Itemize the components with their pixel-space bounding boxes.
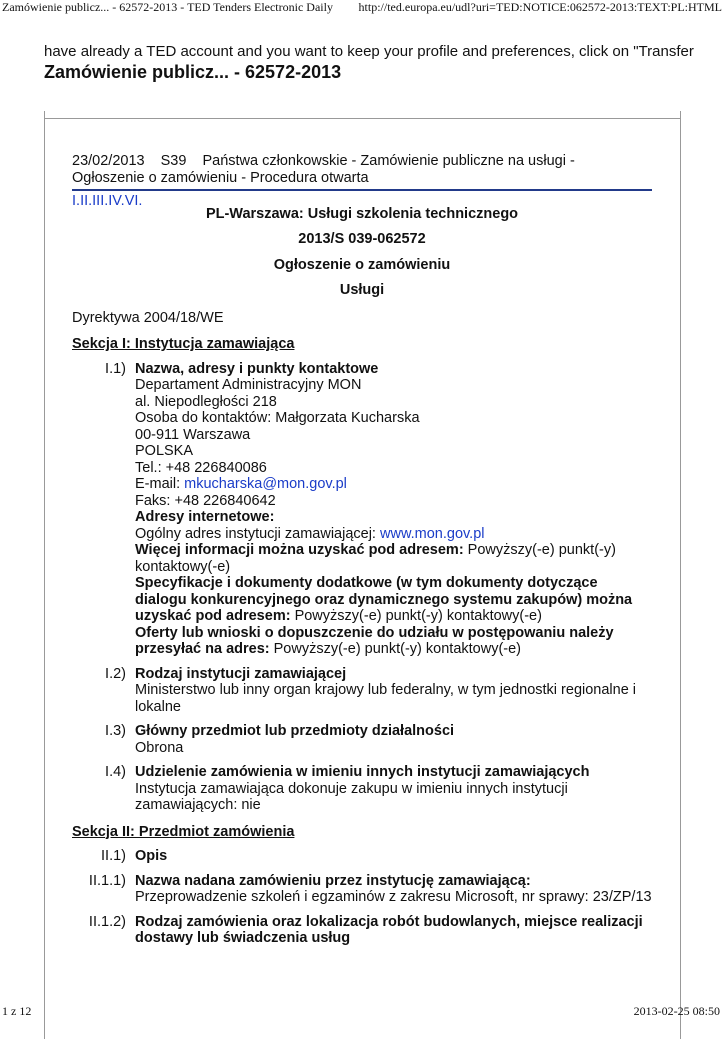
more-info-value: Powyższy(-e) punkt(-y) kontaktowy(-e) (135, 542, 616, 575)
org-fax: Faks: +48 226840642 (135, 492, 276, 509)
general-address-label: Ogólny adres instytucji zamawiającej: (135, 525, 380, 542)
section-2-title: Sekcja II: Przedmiot zamówienia (72, 823, 295, 840)
offers-address-value: Powyższy(-e) punkt(-y) kontaktowy(-e) (269, 641, 521, 657)
item-text: Obrona (135, 739, 184, 756)
print-header-url: http://ted.europa.eu/udl?uri=TED:NOTICE:062572-2013:TEXT:PL:HTML (358, 0, 722, 14)
contact-person: Osoba do kontaktów: Małgorzata Kucharska (135, 410, 420, 426)
org-street: al. Niepodległości 218 (135, 393, 277, 410)
org-email (135, 476, 652, 493)
org-name: Departament Administracyjny MON (135, 377, 362, 393)
notice-doc-type: Ogłoszenie o zamówieniu (273, 256, 451, 273)
directive: Dyrektywa 2004/18/WE (72, 309, 224, 326)
org-city: 00-911 Warszawa (135, 426, 251, 443)
org-tel: Tel.: +48 226840086 (135, 459, 267, 476)
page-counter: 1 z 12 (2, 1004, 32, 1018)
item-ii12 (72, 914, 652, 947)
item-text: Ministerstwo lub inny organ krajowy lub federalny, w tym jednostki regionalne i lokalne (135, 682, 637, 715)
notice-heading: PL-Warszawa: Usługi szkolenia technicznego (205, 205, 519, 222)
general-address-link[interactable]: www.mon.gov.pl (380, 525, 485, 542)
item-title: Nazwa nadana zamówieniu przez instytucję zamawiającą: (135, 872, 531, 889)
item-text: Przeprowadzenie szkoleń i egzaminów z zakresu Microsoft, nr sprawy: 23/ZP/13 (135, 889, 652, 905)
print-datetime: 2013-02-25 08:50 (633, 1004, 720, 1018)
org-country: POLSKA (135, 443, 194, 459)
notice-type-line2: Ogłoszenie o zamówieniu - Procedura otwarta (72, 169, 369, 186)
item-title: Rodzaj zamówienia oraz lokalizacja robót budowlanych, miejsce realizacji dostawy lub świadczenia usług (135, 913, 643, 946)
more-info (135, 542, 652, 575)
offers-address-label: Oferty lub wnioski o dopuszczenie do udziału w postępowaniu należy przesyłać na adres: (135, 624, 614, 657)
nav-link-vi[interactable]: VI. (124, 193, 143, 209)
notice-series: S39 (160, 153, 187, 169)
item-title: Opis (135, 848, 168, 864)
print-header-title: Zamówienie publicz... - 62572-2013 - TED Tenders Electronic Daily (2, 0, 333, 14)
print-header (2, 0, 722, 16)
nav-link-ii[interactable]: II. (80, 193, 93, 209)
spec-docs-value: Powyższy(-e) punkt(-y) kontaktowy(-e) (290, 608, 542, 624)
item-i1 (72, 361, 652, 658)
item-i3 (72, 723, 652, 756)
item-title: Udzielenie zamówienia w imieniu innych instytucji zamawiających (135, 764, 590, 780)
spec-docs (135, 575, 652, 625)
item-number: II.1) (101, 848, 126, 864)
item-ii11 (72, 873, 652, 906)
nav-link-iv[interactable]: IV. (108, 193, 125, 209)
page-title: Zamówienie publicz... - 62572-2013 (44, 62, 342, 82)
internet-label: Adresy internetowe: (135, 509, 275, 525)
item-number: I.3) (105, 723, 126, 739)
item-i4 (72, 764, 652, 814)
frame-tick-left (44, 111, 45, 119)
nav-link-iii[interactable]: III. (92, 193, 109, 209)
notice-date: 23/02/2013 (72, 153, 145, 169)
item-number: I.2) (105, 665, 126, 682)
nav-link-i[interactable]: I. (72, 193, 81, 209)
header-rule (72, 189, 652, 191)
item-number: I.1) (105, 360, 126, 377)
notice-category: Usługi (339, 282, 385, 298)
item-number: II.1.2) (88, 913, 126, 930)
item-i2 (72, 666, 652, 716)
intro-text: have already a TED account and you want to keep your profile and preferences, click on "Transfer (44, 43, 694, 60)
spec-docs-label: Specyfikacje i dokumenty dodatkowe (w tym dokumenty dotyczące dialogu konkurencyjnego oraz dynamicznego systemu zakupów) można uzyskać pod adresem: (135, 575, 633, 624)
print-footer (2, 1004, 720, 1020)
item-number: I.4) (105, 764, 126, 780)
email-label: E-mail: (135, 476, 185, 492)
notice-meta (72, 153, 652, 186)
item-title: Nazwa, adresy i punkty kontaktowe (135, 360, 379, 377)
notice-type-line1: Państwa członkowskie - Zamówienie publiczne na usługi - (202, 153, 575, 169)
item-number: II.1.1) (88, 872, 126, 889)
more-info-label: Więcej informacji można uzyskać pod adresem: (135, 542, 464, 558)
offers-address (135, 625, 652, 658)
item-title: Rodzaj instytucji zamawiającej (135, 665, 347, 682)
email-link[interactable]: mkucharska@mon.gov.pl (184, 476, 347, 492)
frame-tick-right (680, 111, 681, 119)
general-address (135, 526, 652, 543)
notice-document (72, 153, 652, 947)
item-text: Instytucja zamawiająca dokonuje zakupu w imieniu innych instytucji zamawiających: nie (135, 780, 568, 813)
notice-number: 2013/S 039-062572 (298, 231, 426, 247)
item-ii1 (72, 848, 652, 865)
item-title: Główny przedmiot lub przedmioty działalności (135, 723, 455, 739)
section-1-title: Sekcja I: Instytucja zamawiająca (72, 336, 295, 352)
